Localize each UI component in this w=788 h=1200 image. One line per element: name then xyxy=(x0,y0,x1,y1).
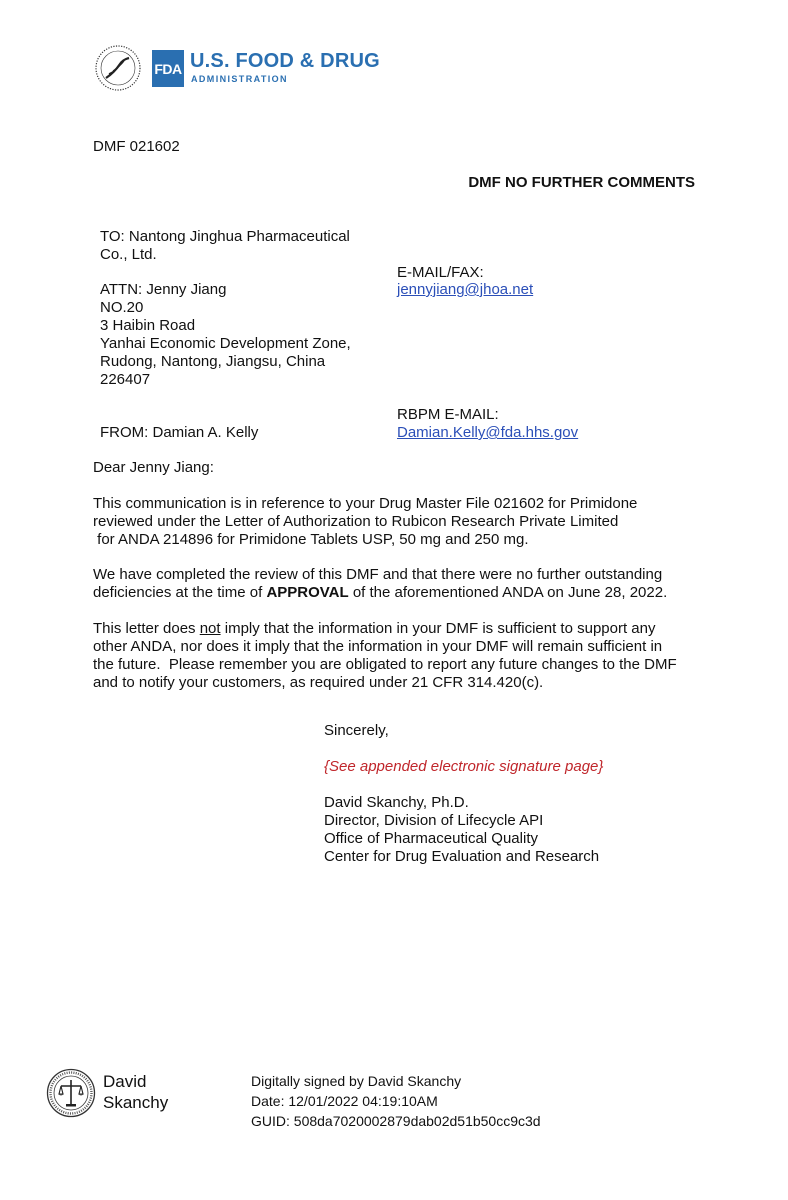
paragraph-text: imply that the information in your DMF is sufficient to support any xyxy=(220,620,656,637)
paragraph-line: This communication is in reference to your Drug Master File 021602 for Primidone xyxy=(93,495,638,512)
signer-line: Office of Pharmaceutical Quality xyxy=(324,830,538,847)
paragraph-disclaimer xyxy=(93,620,677,692)
signature-note: {See appended electronic signature page} xyxy=(324,758,604,775)
address-line: Rudong, Nantong, Jiangsu, China xyxy=(100,353,326,370)
approval-emphasis: APPROVAL xyxy=(266,584,349,601)
rbpm-email-label: RBPM E-MAIL: xyxy=(397,406,499,423)
signer-block xyxy=(324,794,599,866)
fda-badge: FDA xyxy=(152,50,184,87)
attention-line: ATTN: Jenny Jiang xyxy=(100,281,227,298)
agency-subtitle: ADMINISTRATION xyxy=(191,74,288,84)
paragraph-line: reviewed under the Letter of Authorization to Rubicon Research Private Limited xyxy=(93,513,619,530)
salutation: Dear Jenny Jiang: xyxy=(93,459,214,476)
address-line: Yanhai Economic Development Zone, xyxy=(100,335,351,352)
rbpm-email-link[interactable]: Damian.Kelly@fda.hhs.gov xyxy=(397,424,579,441)
not-emphasis: not xyxy=(199,620,221,637)
paragraph-line xyxy=(93,620,677,638)
recipient-block xyxy=(100,228,350,264)
signer-name-line: Skanchy xyxy=(103,1093,169,1112)
signer-line: Director, Division of Lifecycle API xyxy=(324,812,544,829)
status-heading: DMF NO FURTHER COMMENTS xyxy=(468,174,695,191)
paragraph-line: the future. Please remember you are obligated to report any future changes to the DMF xyxy=(93,656,677,673)
paragraph-line: and to notify your customers, as required under 21 CFR 314.420(c). xyxy=(93,674,544,691)
closing: Sincerely, xyxy=(324,722,389,739)
recipient-line: Co., Ltd. xyxy=(100,246,157,263)
address-line: 3 Haibin Road xyxy=(100,317,196,334)
paragraph-line: other ANDA, nor does it imply that the information in your DMF will remain sufficient in xyxy=(93,638,663,655)
recipient-email-link[interactable]: jennyjiang@jhoa.net xyxy=(397,281,534,298)
signature-detail-line: Digitally signed by David Skanchy xyxy=(251,1073,462,1089)
dmf-number: DMF 021602 xyxy=(93,138,180,155)
digital-signature-details xyxy=(251,1071,541,1131)
paragraph-line xyxy=(93,584,667,602)
from-line: FROM: Damian A. Kelly xyxy=(100,424,259,441)
address-line: 226407 xyxy=(100,371,151,388)
attention-block xyxy=(100,281,351,389)
fda-seal-icon xyxy=(46,1068,96,1118)
paragraph-line: for ANDA 214896 for Primidone Tablets USP, 50 mg and 250 mg. xyxy=(93,531,529,548)
signature-detail-line: GUID: 508da7020002879dab02d51b50cc9c3d xyxy=(251,1113,541,1129)
paragraph-review xyxy=(93,566,667,602)
recipient-line: TO: Nantong Jinghua Pharmaceutical xyxy=(100,228,350,245)
paragraph-line: We have completed the review of this DMF and that there were no further outstanding xyxy=(93,566,663,583)
address-line: NO.20 xyxy=(100,299,144,316)
signer-name-line: David xyxy=(103,1072,147,1091)
signer-line: David Skanchy, Ph.D. xyxy=(324,794,469,811)
signature-detail-line: Date: 12/01/2022 04:19:10AM xyxy=(251,1093,438,1109)
email-fax-label: E-MAIL/FAX: xyxy=(397,264,484,281)
paragraph-reference xyxy=(93,495,637,549)
signer-line: Center for Drug Evaluation and Research xyxy=(324,848,600,865)
paragraph-text: deficiencies at the time of xyxy=(93,584,267,601)
signer-name xyxy=(103,1071,168,1113)
paragraph-text: of the aforementioned ANDA on June 28, 2022. xyxy=(348,584,668,601)
agency-name: U.S. FOOD & DRUG xyxy=(190,50,380,72)
paragraph-text: This letter does xyxy=(93,620,200,637)
hhs-seal-logo xyxy=(94,44,142,92)
